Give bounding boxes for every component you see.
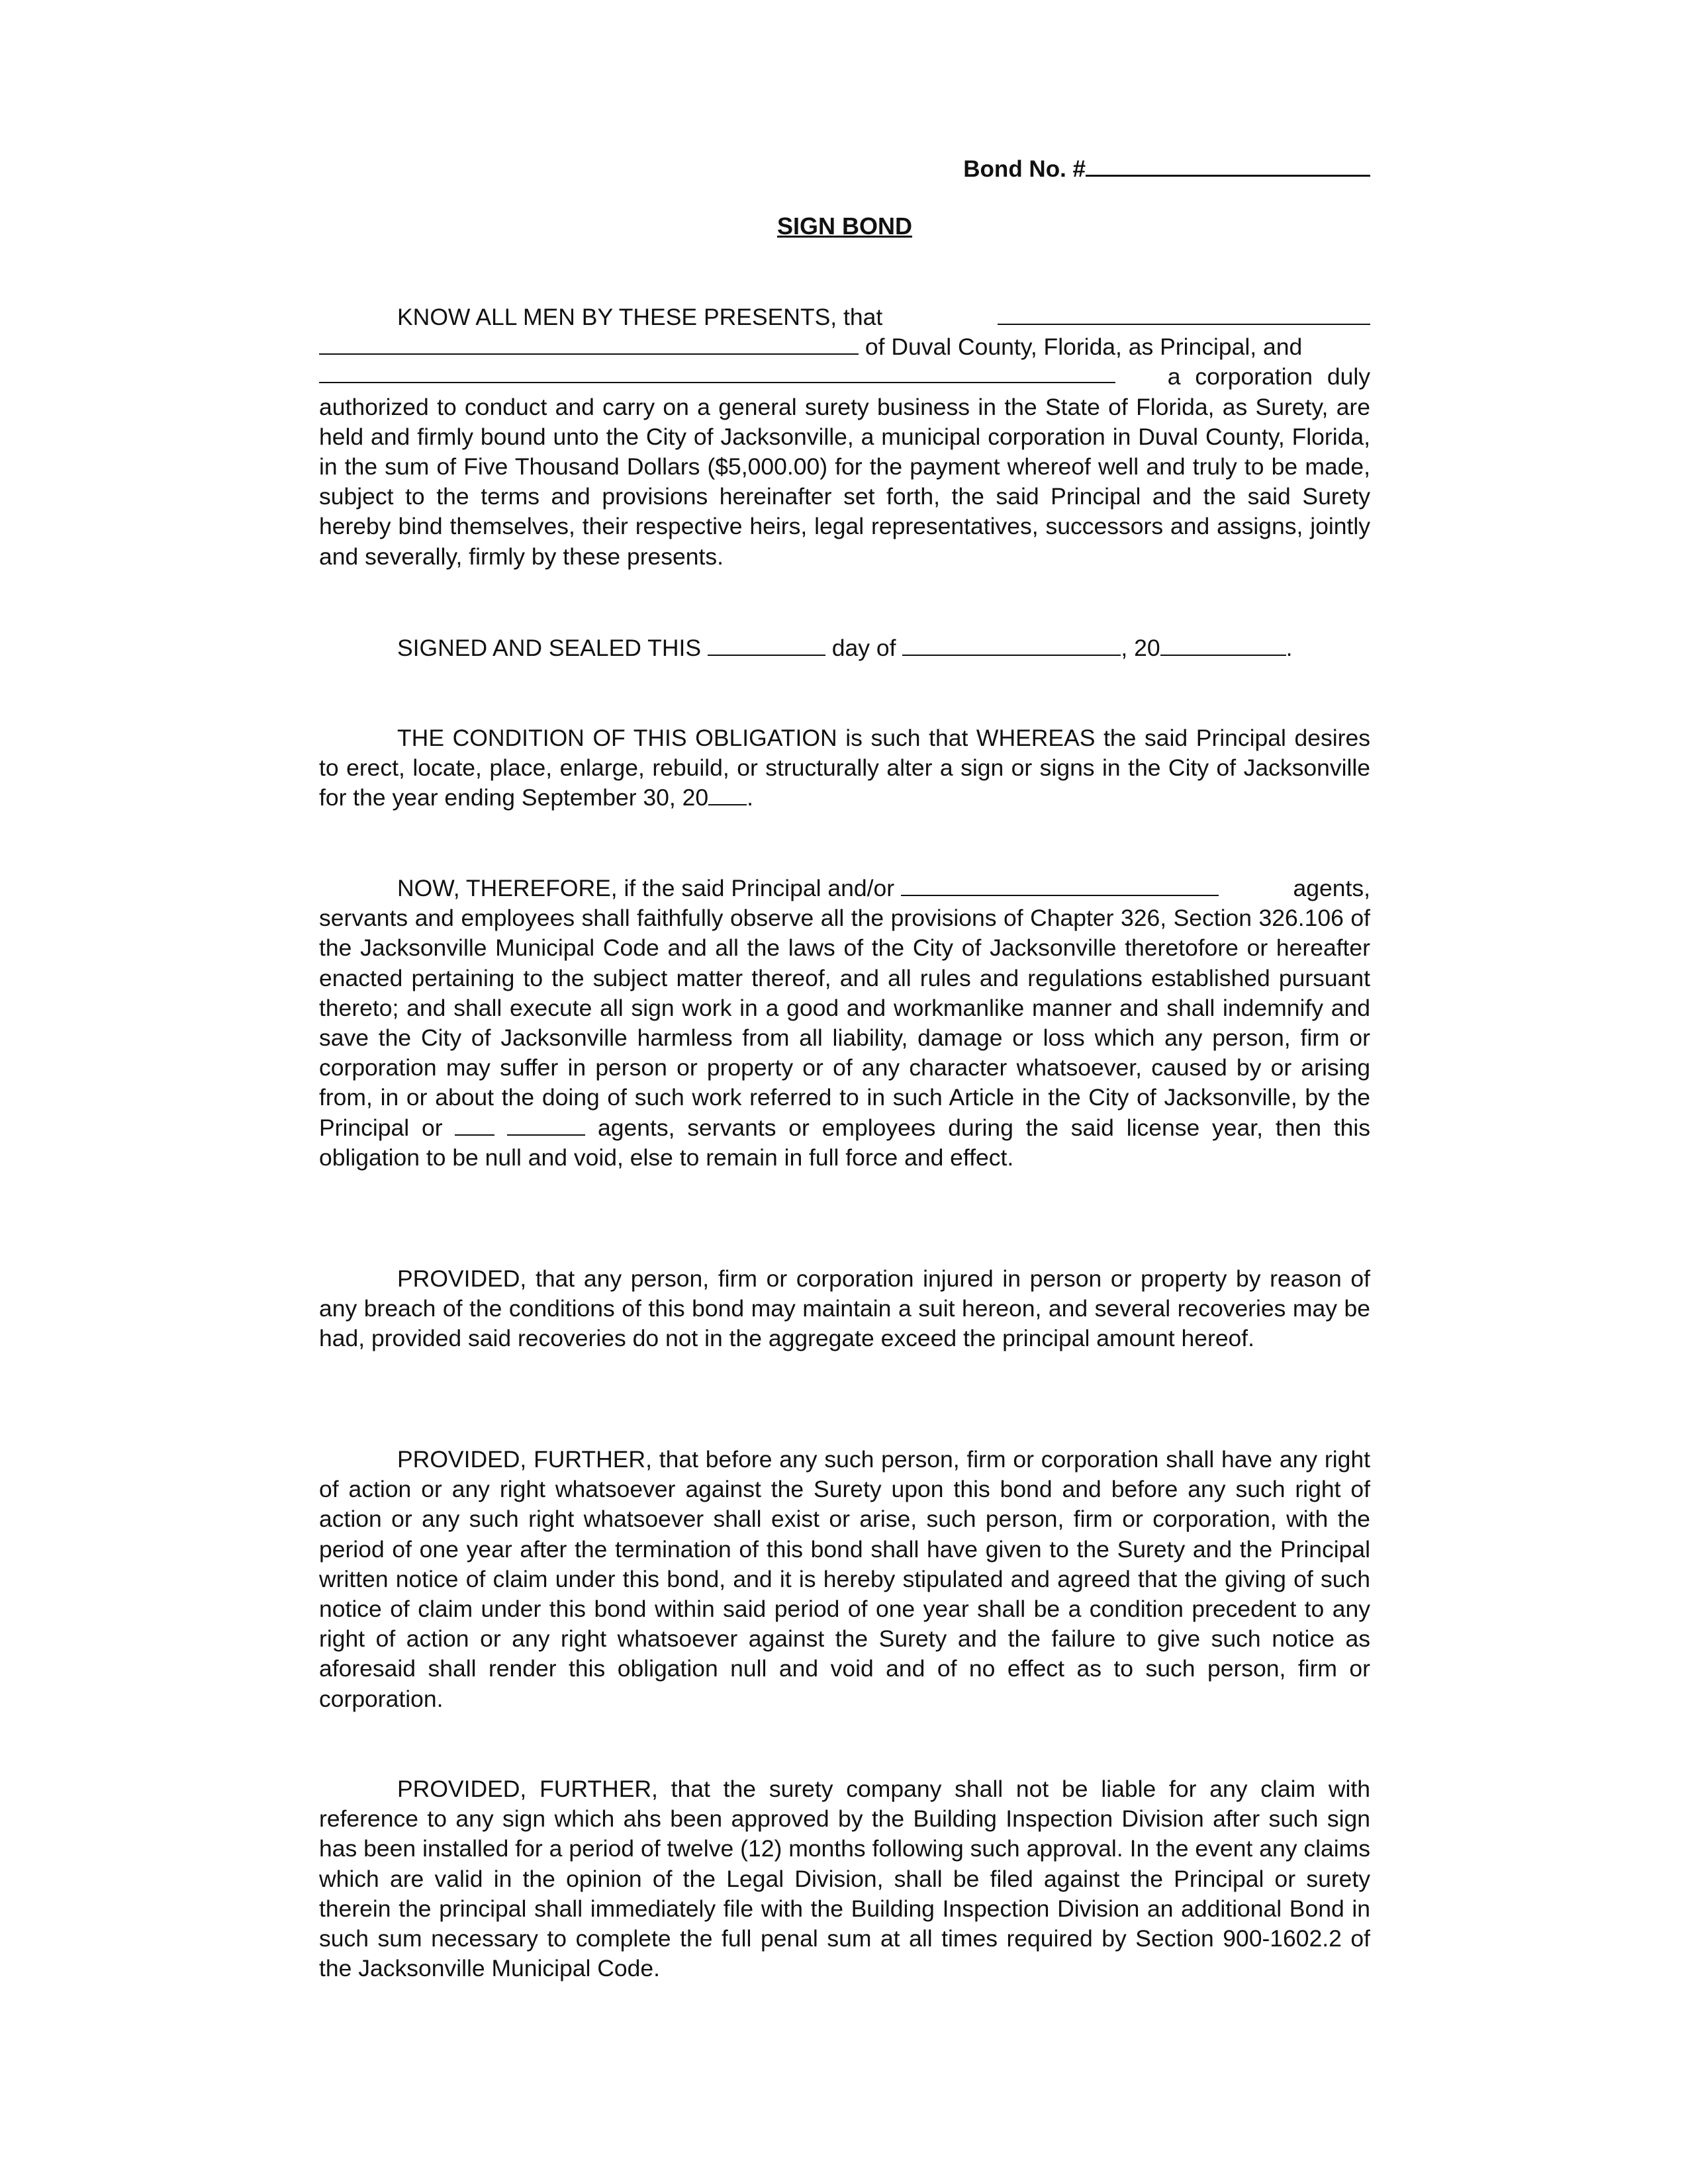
bond-number-line (963, 154, 1370, 184)
know-line-1 (319, 302, 1370, 332)
day-blank[interactable] (708, 635, 825, 656)
surety-name-blank[interactable] (319, 362, 1115, 383)
principal-text: of Duval County, Florida, as Principal, and (865, 334, 1303, 361)
now-lead: NOW, THEREFORE, if the said Principal and/or (397, 875, 895, 901)
year-prefix: , 20 (1121, 635, 1160, 661)
provided-2-text: PROVIDED, FURTHER, that before any such person, firm or corporation shall have any right of action or any right whatsoever against the Surety upon this bond and before any such right of action or any such right whatsoever shall exist or arise, such person, firm or corporation, with the period of one year after the termination of this bond shall have given to the Surety and the Principal written notice of claim under this bond, and it is hereby stipulated and agreed that the giving of such notice of claim under this bond within said period of one year shall be a condition precedent to any right of action or any right whatsoever against the Surety and the failure to give such notice as aforesaid shall render this obligation null and void and of no effect as to such person, firm or corporation. (319, 1446, 1370, 1712)
corp-text: a corporation duly (1167, 363, 1370, 390)
agent-blank-a[interactable] (455, 1115, 494, 1136)
agents-text: agents, (1293, 875, 1370, 901)
month-blank[interactable] (902, 635, 1121, 656)
agent-name-blank[interactable] (901, 875, 1219, 896)
agent-blank-b[interactable] (507, 1115, 585, 1136)
provided-paragraph-1 (319, 1264, 1370, 1354)
provided-3-text: PROVIDED, FURTHER, that the surety company shall not be liable for any claim with reference to any sign which ahs been approved by the Building Inspection Division after such sign has been installed for a period of twelve (12) months following such approval. In the event any claims which are valid in the opinion of the Legal Division, shall be filed against the Principal or surety therein the principal shall immediately file with the Building Inspection Division an additional Bond in such sum necessary to complete the full penal sum at all times required by Section 900-1602.2 of the Jacksonville Municipal Code. (319, 1776, 1370, 1982)
now-line-1 (319, 874, 1370, 903)
provided-1-text: PROVIDED, that any person, firm or corporation injured in person or property by reason of any breach of the conditions of this bond may maintain a suit hereon, and several recoveries may be had, provided said recoveries do not in the aggregate exceed the principal amount hereof. (319, 1265, 1370, 1352)
signed-sealed-paragraph (319, 633, 1370, 663)
day-of-text: day of (831, 635, 896, 661)
provided-paragraph-2 (319, 1445, 1370, 1714)
signed-lead: SIGNED AND SEALED THIS (397, 635, 702, 661)
know-all-men-paragraph (319, 302, 1370, 572)
know-lead: KNOW ALL MEN BY THESE PRESENTS, that (397, 304, 883, 330)
principal-name-blank[interactable] (998, 304, 1370, 325)
condition-end: . (747, 784, 753, 811)
know-line-2 (319, 332, 1370, 362)
signed-end: . (1286, 635, 1293, 661)
condition-paragraph (319, 723, 1370, 813)
bond-number-label: Bond No. # (963, 156, 1086, 182)
principal-name-blank-2[interactable] (319, 334, 859, 355)
bond-number-blank[interactable] (1086, 154, 1370, 177)
document-page (319, 0, 1370, 2184)
condition-text: THE CONDITION OF THIS OBLIGATION is such that WHEREAS the said Principal desires to erect, locate, place, enlarge, rebuild, or structurally alter a sign or signs in the City of Jacksonville for the year ending September 30, 20 (319, 725, 1370, 811)
now-therefore-paragraph (319, 874, 1370, 1173)
now-tail: agents, servants or employees during the said license year, then this obligation to be null and void, else to remain in full force and effect. (319, 1114, 1370, 1171)
document-title: SIGN BOND (776, 212, 912, 240)
provided-paragraph-3 (319, 1774, 1370, 1983)
know-body: authorized to conduct and carry on a general surety business in the State of Florida, as Surety, are held and firmly bound unto the City of Jacksonville, a municipal corporation in Duval County, Florida, in the sum of Five Thousand Dollars ($5,000.00) for the payment whereof well and truly to be made, subject to the terms and provisions hereinafter set forth, the said Principal and the said Surety hereby bind themselves, their respective heirs, legal representatives, successors and assigns, jointly and severally, firmly by these presents. (319, 393, 1370, 570)
condition-year-blank[interactable] (708, 784, 747, 805)
year-blank[interactable] (1160, 635, 1286, 656)
now-body: servants and employees shall faithfully observe all the provisions of Chapter 326, Section 326.106 of the Jacksonville Municipal Code and all the laws of the City of Jacksonville theretofore or hereafter enacted pertaining to the subject matter thereof, and all rules and regulations established pursuant thereto; and shall execute all sign work in a good and workmanlike manner and shall indemnify and save the City of Jacksonville harmless from all liability, damage or loss which any person, firm or corporation may suffer in person or property or of any character whatsoever, caused by or arising from, in or about the doing of such work referred to in such Article in the City of Jacksonville, by the Principal or (319, 905, 1370, 1141)
know-line-3 (319, 362, 1370, 392)
